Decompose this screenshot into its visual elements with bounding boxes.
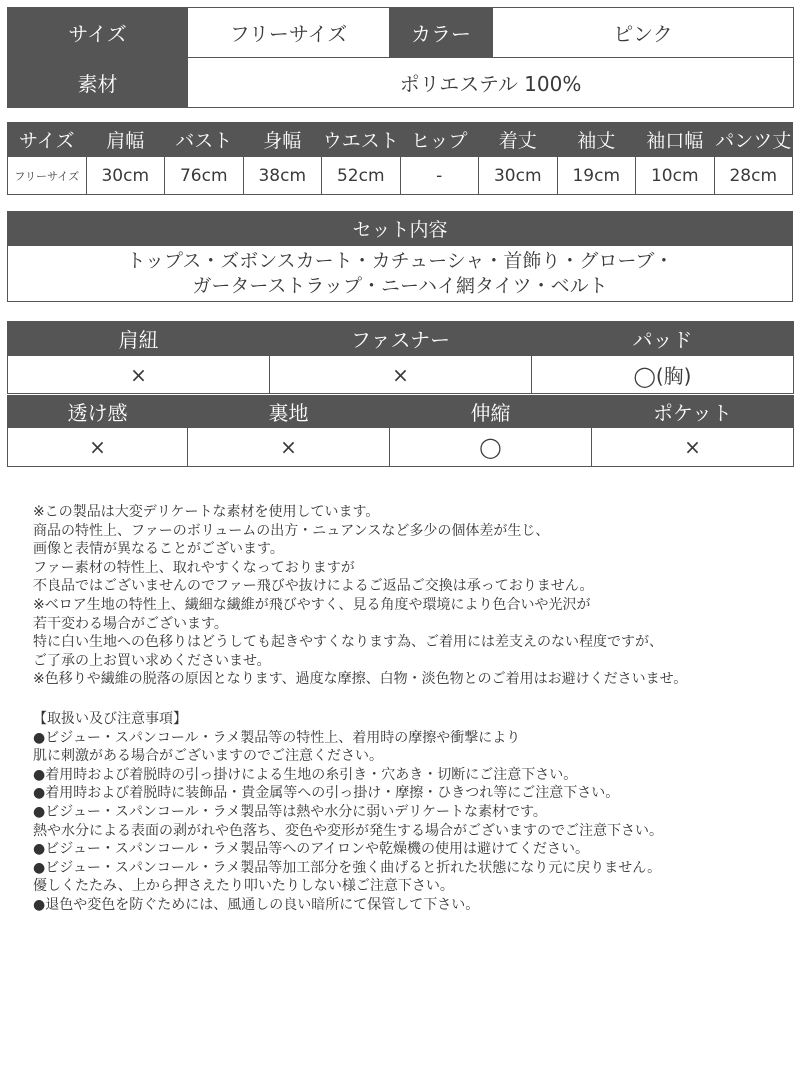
color-value: ピンク: [493, 8, 794, 58]
set-line: トップス・ズボンスカート・カチューシャ・首飾り・グローブ・: [126, 249, 674, 272]
measure-value: 76cm: [165, 157, 244, 195]
note-line: 若干変わる場合がございます。: [33, 615, 228, 632]
feature-value: ×: [188, 428, 390, 467]
measure-value: 19cm: [557, 157, 636, 195]
features-table-2: [7, 395, 794, 467]
feature-value: ◯: [390, 428, 592, 467]
feature-value: ◯(胸): [532, 356, 794, 394]
care-line: ●退色や変色を防ぐためには、風通しの良い暗所にて保管して下さい。: [33, 896, 480, 913]
measure-header: 袖口幅: [636, 123, 715, 157]
measure-header: バスト: [165, 123, 244, 157]
feature-header: パッド: [532, 322, 794, 356]
measure-value: 28cm: [714, 157, 793, 195]
product-notes: [33, 503, 793, 689]
measure-header: サイズ: [8, 123, 87, 157]
note-line: ※この製品は大変デリケートな素材を使用しています。: [33, 504, 380, 520]
measure-value: 38cm: [243, 157, 322, 195]
material-value: ポリエステル 100%: [188, 58, 794, 108]
feature-value: ×: [592, 428, 794, 467]
care-line: ●着用時および着脱時に装飾品・貴金属等への引っ掛け・摩擦・ひきつれ等にご注意下さい。: [33, 785, 620, 802]
measure-header: ウエスト: [322, 123, 401, 157]
feature-value: ×: [8, 356, 270, 394]
note-line: 商品の特性上、ファーのボリュームの出方・ニュアンスなど多少の個体差が生じ、: [33, 522, 550, 539]
measure-value: 52cm: [322, 157, 401, 195]
features-table-1: [7, 321, 794, 394]
measure-value: 10cm: [636, 157, 715, 195]
measure-value: -: [400, 157, 479, 195]
care-line: 優しくたたみ、上から押さえたり叩いたりしない様ご注意下さい。: [33, 878, 454, 895]
note-line: ご了承の上お買い求めくださいませ。: [33, 652, 271, 669]
measure-header: ヒップ: [400, 123, 479, 157]
note-line: ※ベロア生地の特性上、繊細な繊維が飛びやすく、見る角度や環境により色合いや光沢が: [33, 596, 591, 613]
product-info-table: [7, 7, 794, 108]
size-value: フリーサイズ: [188, 8, 390, 58]
feature-value: ×: [270, 356, 532, 394]
care-line: ●ビジュー・スパンコール・ラメ製品等の特性上、着用時の摩擦や衝撃により: [33, 729, 521, 746]
measure-header: 肩幅: [86, 123, 165, 157]
note-line: 不良品ではございませんのでファー飛びや抜けによるご返品ご交換は承っておりません。: [33, 578, 594, 595]
set-contents: [8, 246, 793, 302]
feature-header: ファスナー: [270, 322, 532, 356]
measure-header: 着丈: [479, 123, 558, 157]
note-line: ファー素材の特性上、取れやすくなっておりますが: [33, 559, 355, 576]
size-label: サイズ: [8, 8, 188, 58]
note-line: 特に白い生地への色移りはどうしても起きやすくなります為、ご着用には差支えのない程度ですが、: [33, 634, 663, 651]
feature-header: 透け感: [8, 396, 188, 428]
set-header: セット内容: [8, 212, 793, 246]
care-title: 【取扱い及び注意事項】: [33, 711, 187, 727]
feature-value: ×: [8, 428, 188, 467]
measure-header: 身幅: [243, 123, 322, 157]
measure-value: 30cm: [479, 157, 558, 195]
note-line: 画像と表情が異なることがございます。: [33, 541, 284, 558]
care-line: ●ビジュー・スパンコール・ラメ製品等へのアイロンや乾燥機の使用は避けてください。: [33, 841, 589, 858]
care-instructions: [33, 710, 793, 915]
care-line: ●着用時および着脱時の引っ掛けによる生地の糸引き・穴あき・切断にご注意下さい。: [33, 766, 578, 783]
color-label: カラー: [390, 8, 493, 58]
feature-header: 伸縮: [390, 396, 592, 428]
measure-value: 30cm: [86, 157, 165, 195]
measure-header: パンツ丈: [714, 123, 793, 157]
measure-header: 袖丈: [557, 123, 636, 157]
set-line: ガーターストラップ・ニーハイ網タイツ・ベルト: [192, 274, 608, 297]
note-line: ※色移りや繊維の脱落の原因となります、過度な摩擦、白物・淡色物とのご着用はお避けくださいませ。: [33, 671, 688, 688]
material-label: 素材: [8, 58, 188, 108]
care-line: ●ビジュー・スパンコール・ラメ製品等は熱や水分に弱いデリケートな素材です。: [33, 803, 547, 820]
feature-header: 裏地: [188, 396, 390, 428]
care-line: 肌に刺激がある場合がございますのでご注意ください。: [33, 748, 383, 765]
measurements-table: [7, 122, 793, 195]
care-line: 熱や水分による表面の剥がれや色落ち、変色や変形が発生する場合がございますのでご注意下さい。: [33, 822, 663, 839]
care-line: ●ビジュー・スパンコール・ラメ製品等加工部分を強く曲げると折れた状態になり元に戻りません。: [33, 859, 662, 876]
measure-value: フリーサイズ: [8, 157, 87, 195]
set-contents-table: [7, 211, 793, 302]
feature-header: 肩紐: [8, 322, 270, 356]
feature-header: ポケット: [592, 396, 794, 428]
